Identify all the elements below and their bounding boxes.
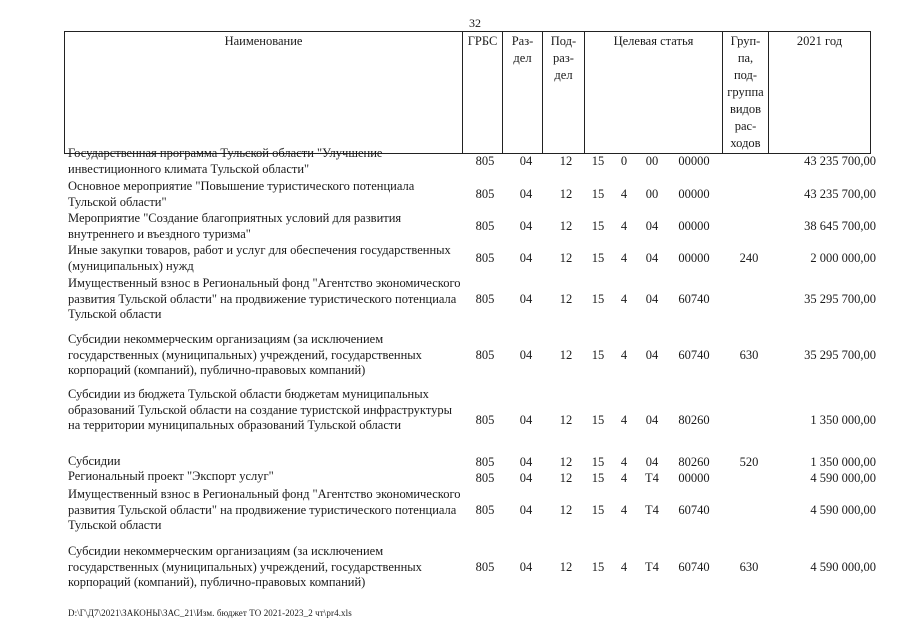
cell-t2: 4 (620, 219, 628, 233)
cell-grbs: 805 (475, 219, 495, 233)
cell-t1: 15 (591, 154, 605, 168)
cell-podr: 12 (559, 413, 573, 427)
cell-podr: 12 (559, 292, 573, 306)
cell-amt: 38 645 700,00 (804, 219, 876, 233)
row-name: Субсидии из бюджета Тульской области бюджетам муниципальных образований Тульской области на создание туристской инфраструктуры на территории муниципальных образований Тульской области (68, 387, 453, 432)
cell-t4: 60740 (678, 348, 710, 362)
cell-grbs: 805 (475, 560, 495, 574)
cell-t4: 80260 (678, 413, 710, 427)
cell-grbs: 805 (475, 251, 495, 265)
cell-amt: 43 235 700,00 (804, 187, 876, 201)
cell-razd: 04 (519, 292, 533, 306)
cell-grbs: 805 (475, 455, 495, 469)
header-group: Груп- па, под- группа видов рас- ходов (723, 32, 769, 154)
row-name: Имущественный взнос в Региональный фонд "Агентство экономического развития Тульской области" на продвижение туристического потенциала Тульской области (68, 276, 461, 321)
cell-razd: 04 (519, 187, 533, 201)
cell-t4: 00000 (678, 251, 710, 265)
cell-razd: 04 (519, 455, 533, 469)
cell-razd: 04 (519, 471, 533, 485)
cell-razd: 04 (519, 154, 533, 168)
cell-t2: 4 (620, 455, 628, 469)
cell-grbs: 805 (475, 413, 495, 427)
cell-t2: 0 (620, 154, 628, 168)
page-number: 32 (469, 16, 481, 30)
cell-podr: 12 (559, 455, 573, 469)
cell-razd: 04 (519, 219, 533, 233)
cell-razd: 04 (519, 503, 533, 517)
cell-t4: 00000 (678, 154, 710, 168)
cell-grp: 240 (739, 251, 759, 265)
header-year: 2021 год (769, 32, 871, 154)
cell-t3: 04 (645, 455, 659, 469)
cell-t3: 04 (645, 292, 659, 306)
cell-amt: 43 235 700,00 (804, 154, 876, 168)
cell-podr: 12 (559, 187, 573, 201)
row-name: Государственная программа Тульской области "Улучшение инвестиционного климата Тульской области" (68, 146, 383, 176)
cell-grbs: 805 (475, 471, 495, 485)
cell-grp: 630 (739, 560, 759, 574)
cell-podr: 12 (559, 251, 573, 265)
cell-t3: 00 (645, 154, 659, 168)
cell-t3: Т4 (645, 560, 659, 574)
cell-t4: 00000 (678, 471, 710, 485)
row-name: Мероприятие "Создание благоприятных условий для развития внутреннего и въездного туризма" (68, 211, 402, 241)
header-podrazdel: Под- раз- дел (543, 32, 585, 154)
cell-t3: 00 (645, 187, 659, 201)
row-name: Субсидии (68, 454, 121, 468)
cell-t4: 00000 (678, 219, 710, 233)
cell-t2: 4 (620, 187, 628, 201)
cell-t3: Т4 (645, 471, 659, 485)
cell-grbs: 805 (475, 154, 495, 168)
file-path-footer: D:\Г\Д7\2021\ЗАКОНЫ\ЗАС_21\Изм. бюджет ТО 2021-2023_2 чт\pr4.xls (68, 608, 352, 618)
cell-razd: 04 (519, 251, 533, 265)
cell-grbs: 805 (475, 348, 495, 362)
cell-amt: 1 350 000,00 (810, 455, 876, 469)
row-name: Субсидии некоммерческим организациям (за исключением государственных (муниципальных) учреждений, государственных корпораций (компаний), публично-правовых компаний) (68, 332, 422, 377)
header-name: Наименование (65, 32, 463, 154)
cell-podr: 12 (559, 560, 573, 574)
cell-amt: 2 000 000,00 (810, 251, 876, 265)
cell-t2: 4 (620, 251, 628, 265)
cell-amt: 4 590 000,00 (810, 471, 876, 485)
cell-t1: 15 (591, 348, 605, 362)
cell-razd: 04 (519, 413, 533, 427)
cell-t1: 15 (591, 471, 605, 485)
header-razdel: Раз- дел (503, 32, 543, 154)
cell-t2: 4 (620, 348, 628, 362)
cell-podr: 12 (559, 219, 573, 233)
cell-podr: 12 (559, 348, 573, 362)
cell-t3: 04 (645, 348, 659, 362)
cell-amt: 1 350 000,00 (810, 413, 876, 427)
row-name: Имущественный взнос в Региональный фонд "Агентство экономического развития Тульской области" на продвижение туристического потенциала Тульской области (68, 487, 461, 532)
cell-razd: 04 (519, 560, 533, 574)
cell-t2: 4 (620, 503, 628, 517)
cell-razd: 04 (519, 348, 533, 362)
cell-amt: 4 590 000,00 (810, 560, 876, 574)
cell-t1: 15 (591, 292, 605, 306)
cell-t4: 60740 (678, 503, 710, 517)
cell-t2: 4 (620, 560, 628, 574)
row-name: Региональный проект "Экспорт услуг" (68, 469, 274, 483)
cell-t3: 04 (645, 219, 659, 233)
header-grbs: ГРБС (463, 32, 503, 154)
cell-t3: 04 (645, 413, 659, 427)
row-name: Субсидии некоммерческим организациям (за исключением государственных (муниципальных) учреждений, государственных корпораций (компаний), публично-правовых компаний) (68, 544, 422, 589)
row-name: Иные закупки товаров, работ и услуг для обеспечения государственных (муниципальных) нужд (68, 243, 451, 273)
cell-amt: 35 295 700,00 (804, 292, 876, 306)
cell-amt: 35 295 700,00 (804, 348, 876, 362)
cell-t1: 15 (591, 413, 605, 427)
cell-t3: 04 (645, 251, 659, 265)
cell-podr: 12 (559, 154, 573, 168)
cell-podr: 12 (559, 471, 573, 485)
cell-grbs: 805 (475, 292, 495, 306)
cell-t2: 4 (620, 292, 628, 306)
cell-t4: 60740 (678, 560, 710, 574)
cell-t1: 15 (591, 455, 605, 469)
cell-podr: 12 (559, 503, 573, 517)
cell-t4: 80260 (678, 455, 710, 469)
cell-t3: Т4 (645, 503, 659, 517)
cell-t1: 15 (591, 251, 605, 265)
header-target: Целевая статья (585, 32, 723, 154)
cell-t1: 15 (591, 560, 605, 574)
cell-t1: 15 (591, 219, 605, 233)
cell-t2: 4 (620, 471, 628, 485)
cell-grbs: 805 (475, 187, 495, 201)
cell-grp: 520 (739, 455, 759, 469)
cell-grp: 630 (739, 348, 759, 362)
cell-t4: 00000 (678, 187, 710, 201)
cell-t2: 4 (620, 413, 628, 427)
cell-t1: 15 (591, 187, 605, 201)
row-name: Основное мероприятие "Повышение туристического потенциала Тульской области" (68, 179, 415, 209)
cell-t4: 60740 (678, 292, 710, 306)
cell-amt: 4 590 000,00 (810, 503, 876, 517)
cell-grbs: 805 (475, 503, 495, 517)
cell-t1: 15 (591, 503, 605, 517)
